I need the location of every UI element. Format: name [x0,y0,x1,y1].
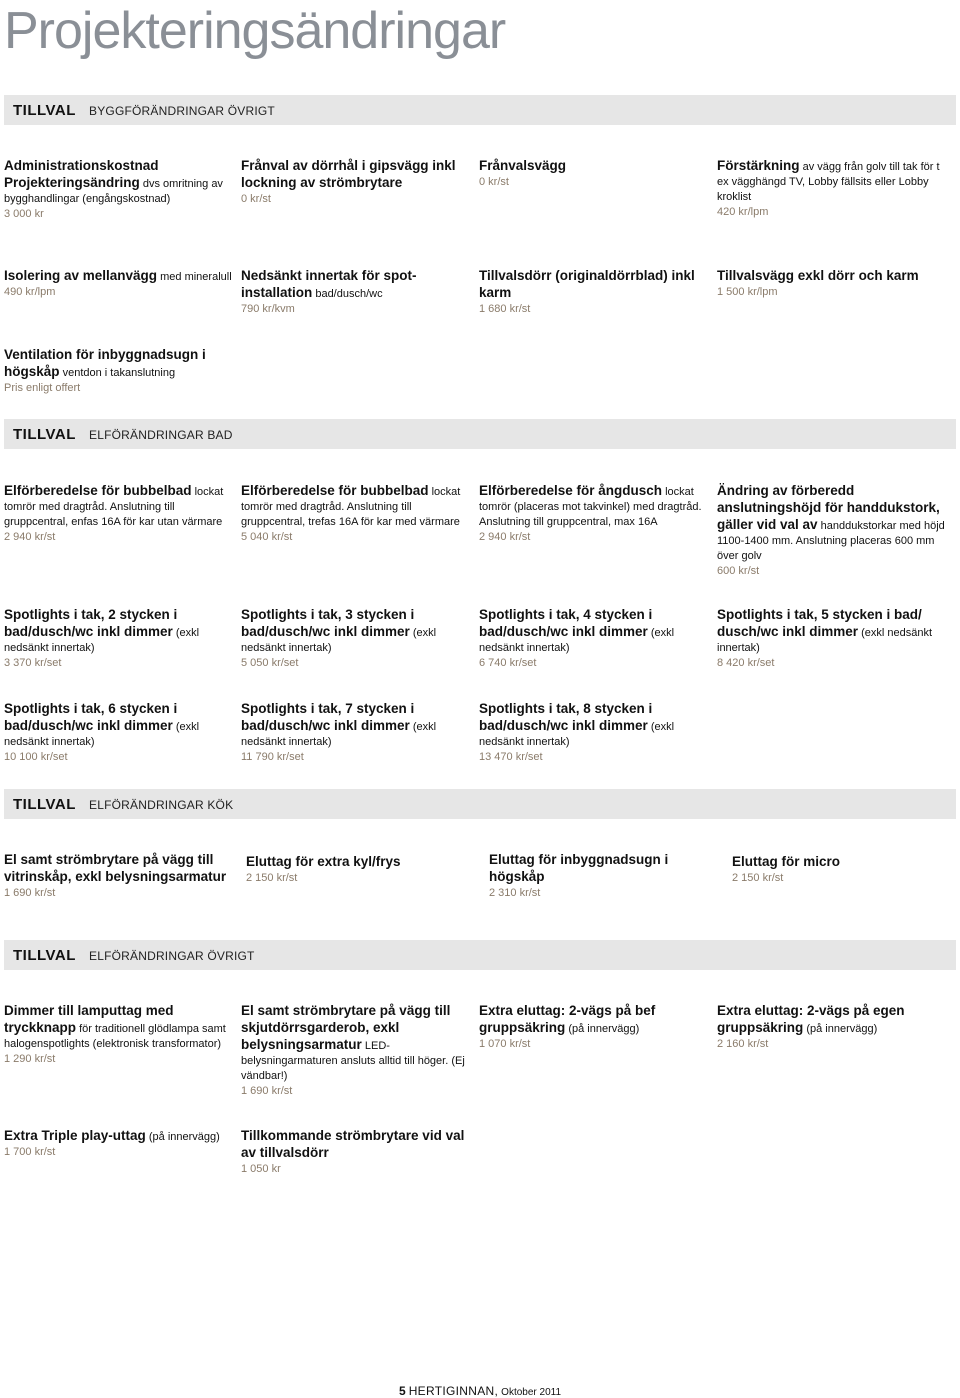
option-desc: (exkl nedsänkt innertak) [479,721,675,748]
section-header [4,789,956,819]
option-item [4,607,236,671]
section-header [4,419,956,449]
option-desc: för traditionell glödlampa samt halogenspotlights (elektronisk transformator) [4,1023,226,1050]
option-title: Spotlights i tak, 3 stycken i bad/dusch/wc inkl dimmer [241,607,415,639]
option-item [717,483,949,579]
option-price: 1 290 kr/st [4,1053,56,1065]
option-title: Tillvalsdörr (originaldörrblad) inkl karm [479,268,695,300]
option-price: 1 070 kr/st [479,1038,531,1050]
option-price: 1 690 kr/st [241,1085,293,1097]
option-item [479,158,711,190]
option-title: Spotlights i tak, 7 stycken i bad/dusch/wc inkl dimmer [241,701,415,733]
option-price: 2 940 kr/st [4,531,56,543]
option-desc: lockat tomrör med dragtråd. Anslutning till gruppcentral, trefas 16A för kar med värmare [241,486,461,528]
option-title: Spotlights i tak, 6 stycken i bad/dusch/wc inkl dimmer [4,701,178,733]
section-label: TILLVAL [13,796,76,813]
option-desc: (exkl nedsänkt innertak) [241,721,437,748]
option-title: El samt strömbrytare på vägg till vitrinskåp, exkl belysningsarmatur [4,852,227,884]
option-item [241,268,473,317]
option-price: 2 310 kr/st [489,887,541,899]
option-desc: (exkl nedsänkt innertak) [479,627,675,654]
option-item [4,701,236,765]
option-price: 5 050 kr/set [241,657,299,669]
option-item [4,268,236,300]
section-category: BYGGFÖRÄNDRINGAR ÖVRIGT [89,104,275,118]
option-price: 1 690 kr/st [4,887,56,899]
option-item [489,852,721,901]
option-item [717,268,949,300]
option-title: Ventilation för inbyggnadsugn i högskåp [4,347,206,379]
page-footer [0,1384,960,1398]
option-title: Tillvalsvägg exkl dörr och karm [717,268,919,283]
issue-date: Oktober 2011 [501,1387,562,1398]
option-price: 2 150 kr/st [732,872,784,884]
option-price: 420 kr/lpm [717,206,769,218]
option-title: Frånvalsvägg [479,158,567,173]
option-item [241,1003,473,1099]
option-item [479,1003,711,1052]
option-title: Tillkommande strömbrytare vid val av tillvalsdörr [241,1128,465,1160]
option-item [717,607,949,671]
option-title: Elförberedelse för bubbelbad [241,483,429,498]
option-title: Extra Triple play-uttag [4,1128,146,1143]
option-title: Extra eluttag: 2-vägs på bef gruppsäkring [479,1003,656,1035]
option-desc: (exkl nedsänkt innertak) [717,627,933,654]
option-price: 2 940 kr/st [479,531,531,543]
option-item [4,1003,236,1067]
option-desc: bad/dusch/wc [315,288,383,300]
option-desc: dvs omritning av bygghandlingar (engångskostnad) [4,178,223,205]
option-price: 1 700 kr/st [4,1146,56,1158]
option-title: Eluttag för micro [732,854,841,869]
section-category: ELFÖRÄNDRINGAR KÖK [89,798,234,812]
section-category: ELFÖRÄNDRINGAR BAD [89,428,233,442]
page-title: Projekteringsändringar [4,2,506,60]
option-title: Ändring av förberedd anslutningshöjd för handdukstork, gäller vid val av [717,483,940,532]
section-label: TILLVAL [13,426,76,443]
option-desc: (på innervägg) [148,1131,220,1143]
option-item [4,1128,236,1160]
option-item [246,854,478,886]
option-price: 790 kr/kvm [241,303,295,315]
option-price: 5 040 kr/st [241,531,293,543]
option-desc: ventdon i takanslutning [62,367,176,379]
option-desc: av vägg från golv till tak för t ex vägghängd TV, Lobby fällsits eller Lobby kroklist [717,161,940,203]
option-title: Spotlights i tak, 8 stycken i bad/dusch/wc inkl dimmer [479,701,653,733]
option-title: Elförberedelse för bubbelbad [4,483,192,498]
option-price: 1 680 kr/st [479,303,531,315]
option-title: Spotlights i tak, 4 stycken i bad/dusch/wc inkl dimmer [479,607,653,639]
option-price: 490 kr/lpm [4,286,56,298]
option-item [4,852,236,901]
magazine-name: HERTIGINNAN, [408,1384,499,1398]
option-item [4,158,236,222]
option-price: 0 kr/st [241,193,271,205]
option-price: 1 050 kr [241,1163,281,1175]
option-item [241,607,473,671]
option-desc: (exkl nedsänkt innertak) [4,721,200,748]
option-item [241,701,473,765]
section-label: TILLVAL [13,947,76,964]
option-title: Spotlights i tak, 5 stycken i bad/ dusch/wc inkl dimmer [717,607,922,639]
option-desc: (på innervägg) [568,1023,640,1035]
option-price: 2 150 kr/st [246,872,298,884]
option-desc: (exkl nedsänkt innertak) [4,627,200,654]
option-price: 10 100 kr/set [4,751,68,763]
option-price: 1 500 kr/lpm [717,286,778,298]
option-price: 2 160 kr/st [717,1038,769,1050]
option-price: Pris enligt offert [4,382,81,394]
section-header [4,940,956,970]
option-title: Förstärkning [717,158,800,173]
option-title: Isolering av mellanvägg [4,268,158,283]
section-header [4,95,956,125]
option-price: 600 kr/st [717,565,760,577]
option-item [479,483,711,545]
option-item [241,1128,473,1177]
option-desc: lockat tomrör (placeras mot takvinkel) med dragtråd. Anslutning till gruppcentral, max 16A [479,486,702,528]
option-price: 11 790 kr/set [241,751,304,763]
option-price: 8 420 kr/set [717,657,775,669]
option-title: Dimmer till lamputtag med tryckknapp [4,1003,174,1035]
option-price: 13 470 kr/set [479,751,543,763]
page-number: 5 [398,1384,406,1398]
option-item [241,483,473,545]
option-price: 3 370 kr/set [4,657,62,669]
option-price: 3 000 kr [4,208,44,220]
option-title: Frånval av dörrhål i gipsvägg inkl lockning av strömbrytare [241,158,456,190]
option-desc: (på innervägg) [806,1023,878,1035]
option-title: Extra eluttag: 2-vägs på egen gruppsäkring [717,1003,905,1035]
option-title: Eluttag för inbyggnadsugn i högskåp [489,852,669,884]
section-category: ELFÖRÄNDRINGAR ÖVRIGT [89,949,255,963]
option-item [717,1003,949,1052]
option-item [4,347,236,396]
option-title: Eluttag för extra kyl/frys [246,854,401,869]
option-title: Elförberedelse för ångdusch [479,483,663,498]
option-title: El samt strömbrytare på vägg till skjutdörrsgarderob, exkl belysningsarmatur [241,1003,451,1052]
option-item [479,268,711,317]
option-item [4,483,236,545]
option-item [479,607,711,671]
option-title: Administrationskostnad Projekteringsändring [4,158,159,190]
option-title: Spotlights i tak, 2 stycken i bad/dusch/wc inkl dimmer [4,607,178,639]
option-price: 6 740 kr/set [479,657,537,669]
option-desc: lockat tomrör med dragtråd. Anslutning till gruppcentral, enfas 16A för kar utan värmare [4,486,224,528]
option-item [479,701,711,765]
option-price: 0 kr/st [479,176,509,188]
option-item [241,158,473,207]
option-item [732,854,960,886]
option-desc: (exkl nedsänkt innertak) [241,627,437,654]
section-label: TILLVAL [13,102,76,119]
option-desc: LED-belysningarmaturen ansluts alltid till höger. (Ej vändbar!) [241,1040,465,1082]
option-item [717,158,949,220]
option-title: Nedsänkt innertak för spot-installation [241,268,417,300]
option-desc: med mineralull [160,271,232,283]
option-desc: handdukstorkar med höjd 1100-1400 mm. Anslutning placeras 600 mm över golv [717,520,945,562]
